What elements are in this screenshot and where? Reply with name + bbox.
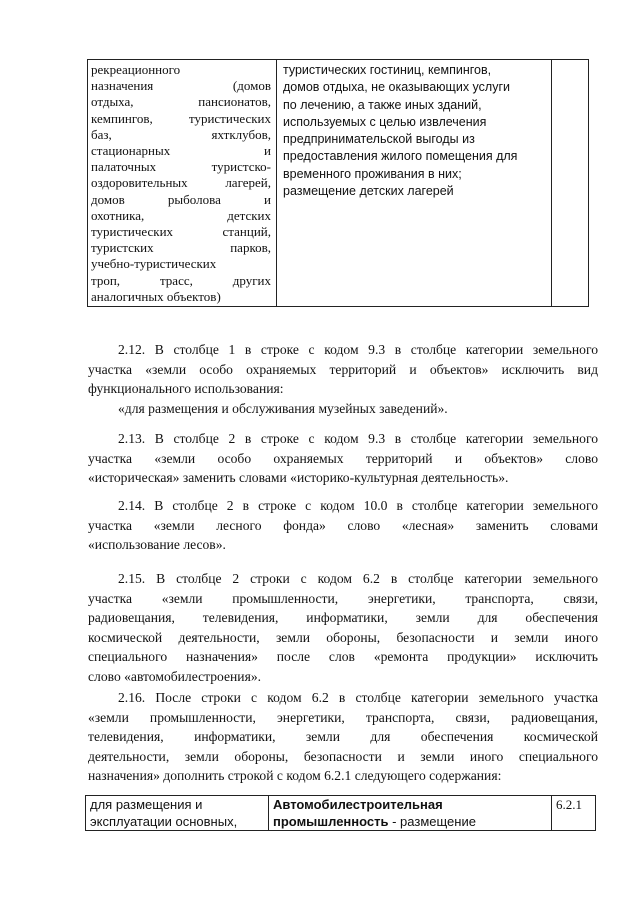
code-cell [552, 60, 589, 307]
text-line: используемых с целью извлечения [283, 114, 487, 129]
text-line: назначения» дополнить строкой с кодом 6.2.1 следующего содержания: [88, 768, 502, 784]
paragraph-2-13 [88, 429, 598, 488]
text-line: назначения (домов [91, 78, 271, 94]
text-line: функционального использования: [88, 381, 284, 397]
text-line: учебно-туристических [91, 256, 217, 272]
bold-heading-continued: промышленность [273, 814, 389, 829]
text-line: туристических гостиниц, кемпингов, [283, 63, 492, 77]
text-line: слово «автомобилестроения». [88, 668, 262, 684]
quoted-text: «для размещения и обслуживания музейных заведений». [118, 400, 448, 416]
text-line: рекреационного [91, 62, 181, 77]
text-line: 2.16. После строки с кодом 6.2 в столбце категории земельного участка [118, 690, 598, 705]
text-line: кемпингов, туристических [91, 110, 271, 126]
bold-heading: Автомобилестроительная [273, 797, 443, 812]
new-row-table [85, 795, 596, 831]
text-line: 2.13. В столбце 2 в строке с кодом 9.3 в столбце категории земельного [118, 431, 598, 446]
description-text: - размещение [388, 814, 476, 829]
text-line: космической деятельности, земли обороны, безопасности и земли иного [88, 629, 598, 645]
text-line: баз, яхтклубов, [91, 126, 271, 142]
text-line: палаточных туристско- [91, 159, 271, 175]
text-line: предпринимательской выгоды из [283, 132, 475, 147]
text-line: оздоровительных лагерей, [91, 175, 271, 191]
table-row [88, 60, 589, 307]
text-line: участка «земли особо охраняемых территорий и объектов» слово [88, 450, 598, 466]
text-line: 2.12. В столбце 1 в строке с кодом 9.3 в столбце категории земельного [118, 342, 598, 357]
text-line: для размещения и [90, 797, 203, 812]
paragraph-2-14 [88, 496, 598, 555]
paragraph-2-15 [88, 569, 598, 687]
text-line: участка «земли особо охраняемых территорий и объектов» исключить вид [88, 361, 598, 377]
text-line: участка «земли лесного фонда» слово «лесная» заменить словами [88, 517, 598, 533]
text-line: эксплуатации основных, [90, 814, 238, 829]
paragraph-2-16 [88, 688, 598, 786]
text-line: отдыха, пансионатов, [91, 94, 271, 110]
code-cell: 6.2.1 [552, 796, 596, 831]
text-line: «историческая» заменить словами «историко-культурная деятельность». [88, 470, 509, 486]
text-line: участка «земли промышленности, энергетики, транспорта, связи, [88, 590, 598, 606]
description-cell [277, 60, 552, 307]
text-line: 2.14. В столбце 2 в строке с кодом 10.0 в столбце категории земельного [118, 498, 598, 513]
text-line: охотника, детских [91, 207, 271, 223]
land-use-type-cell [86, 796, 269, 831]
text-line: по лечению, а также иных зданий, [283, 97, 482, 112]
text-line: деятельности, земли обороны, безопасности и земли иного специального [88, 748, 598, 764]
text-line: туристских парков, [91, 240, 271, 256]
paragraph-2-12 [88, 340, 598, 418]
text-line: специального назначения» после слов «ремонта продукции» исключить [88, 649, 598, 665]
text-line: стационарных и [91, 143, 271, 159]
text-line: аналогичных объектов) [91, 288, 221, 304]
text-line: размещение детских лагерей [283, 184, 454, 199]
text-line: «земли промышленности, энергетики, транспорта, связи, радиовещания, [88, 709, 598, 725]
text-line: временного проживания в них; [283, 166, 462, 181]
text-line: троп, трасс, других [91, 272, 271, 288]
text-line: 2.15. В столбце 2 строки с кодом 6.2 в столбце категории земельного [118, 571, 598, 586]
text-line: телевидения, информатики, земли для обеспечения космической [88, 729, 598, 745]
table-row [86, 796, 596, 831]
text-line: радиовещания, телевидения, информатики, земли для обеспечения [88, 610, 598, 626]
description-cell [269, 796, 552, 831]
text-line: «использование лесов». [88, 537, 226, 553]
text-line: домов отдыха, не оказывающих услуги [283, 80, 510, 95]
text-line: домов рыболова и [91, 191, 271, 207]
text-line: предоставления жилого помещения для [283, 149, 518, 164]
land-use-type-cell [88, 60, 277, 307]
land-use-table-continued [87, 59, 589, 307]
text-line: туристических станций, [91, 224, 271, 240]
